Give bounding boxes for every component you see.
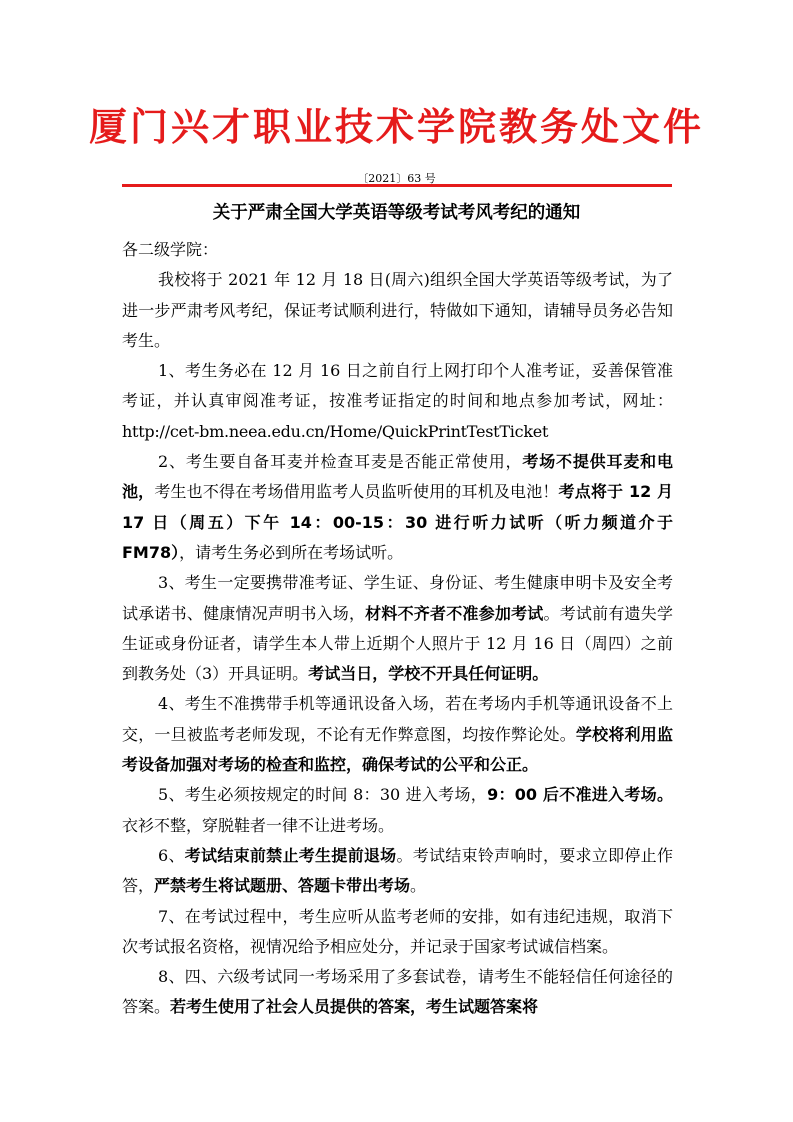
notice-body bbox=[122, 235, 673, 1023]
red-divider bbox=[122, 184, 672, 187]
item-4-text-a: 4、考生不准携带手机等通讯设备入场，若在考场内手机等通讯设备不上交，一旦被监考老师发现，不论有无作弊意图，均按作弊论处。 bbox=[122, 694, 673, 744]
item-3-text-a: 3、考生一定要携带准考证、学生证、身份证、考生健康申明卡及安全考试承诺书、健康情况声明书入场， bbox=[122, 573, 673, 623]
item-2-bold-b: 考点将于 12 月 17 日（周五）下午 14：00-15：30 进行听力试听（听力频道介于 FM78） bbox=[122, 482, 673, 562]
item-6-text-a: 6、 bbox=[158, 845, 185, 865]
item-3-bold-b: 考试当日，学校不开具任何证明。 bbox=[308, 664, 549, 684]
item-6-text-c: 。 bbox=[410, 876, 427, 896]
item-2 bbox=[122, 447, 673, 568]
item-1 bbox=[122, 356, 673, 447]
item-8-bold-a: 若考生使用了社会人员提供的答案，考生试题答案将 bbox=[170, 997, 539, 1017]
item-6-bold-b: 严禁考生将试题册、答题卡带出考场 bbox=[154, 876, 411, 896]
item-5-text-b: 衣衫不整，穿脱鞋者一律不让进考场。 bbox=[122, 815, 395, 835]
item-7 bbox=[122, 902, 673, 963]
item-3-text-b: 。考试前有遗失学生证或身份证者，请学生本人带上近期个人照片于 12 月 16 日（周四）之前到教务处（3）开具证明。 bbox=[122, 603, 673, 684]
item-7-text-a: 7、在考试过程中，考生应听从监考老师的安排，如有违纪违规，取消下次考试报名资格，视情况给予相应处分，并记录于国家考试诚信档案。 bbox=[122, 906, 673, 956]
item-2-text-c: ，请考生务必到所在考场试听。 bbox=[179, 542, 404, 562]
item-5-text-a: 5、考生必须按规定的时间 8：30 进入考场， bbox=[158, 785, 488, 805]
item-8-text-a: 8、四、六级考试同一考场采用了多套试卷，请考生不能轻信任何途径的答案。 bbox=[122, 967, 673, 1017]
item-2-text-a: 2、考生要自备耳麦并检查耳麦是否能正常使用， bbox=[158, 452, 523, 472]
document-number: 〔2021〕63 号 bbox=[357, 172, 436, 185]
item-5 bbox=[122, 780, 673, 841]
notice-title: 关于严肃全国大学英语等级考试考风考纪的通知 bbox=[212, 203, 581, 223]
document-header-title: 厦门兴才职业技术学院教务处文件 bbox=[88, 105, 704, 149]
item-8 bbox=[122, 962, 673, 1023]
item-2-text-b: 考生也不得在考场借用监考人员监听使用的耳机及电池！ bbox=[154, 482, 559, 502]
item-6 bbox=[122, 841, 673, 902]
item-3 bbox=[122, 568, 673, 689]
item-1-text: 1、考生务必在 12 月 16 日之前自行上网打印个人准考证，妥善保管准考证，并认真审阅准考证，按准考证指定的时间和地点参加考试，网址： bbox=[122, 361, 673, 411]
intro-paragraph: 我校将于 2021 年 12 月 18 日(周六)组织全国大学英语等级考试，为了进一步严肃考风考纪，保证考试顺利进行，特做如下通知，请辅导员务必告知考生。 bbox=[122, 270, 673, 350]
item-4-bold-a: 学校将利用监考设备加强对考场的检查和监控，确保考试的公平和公正。 bbox=[122, 724, 673, 775]
item-5-bold-a: 9：00 后不准进入考场。 bbox=[487, 785, 673, 805]
item-4 bbox=[122, 689, 673, 780]
item-3-bold-a: 材料不齐者不准参加考试 bbox=[365, 603, 544, 623]
salutation: 各二级学院： bbox=[122, 240, 219, 259]
item-6-bold-a: 考试结束前禁止考生提前退场 bbox=[184, 845, 397, 865]
print-ticket-url: http://cet-bm.neea.edu.cn/Home/QuickPrintTestTicket bbox=[122, 421, 549, 441]
item-6-text-b: 。考试结束铃声响时，要求立即停止作答， bbox=[122, 845, 673, 896]
item-2-bold-a: 考场不提供耳麦和电池， bbox=[122, 452, 673, 502]
